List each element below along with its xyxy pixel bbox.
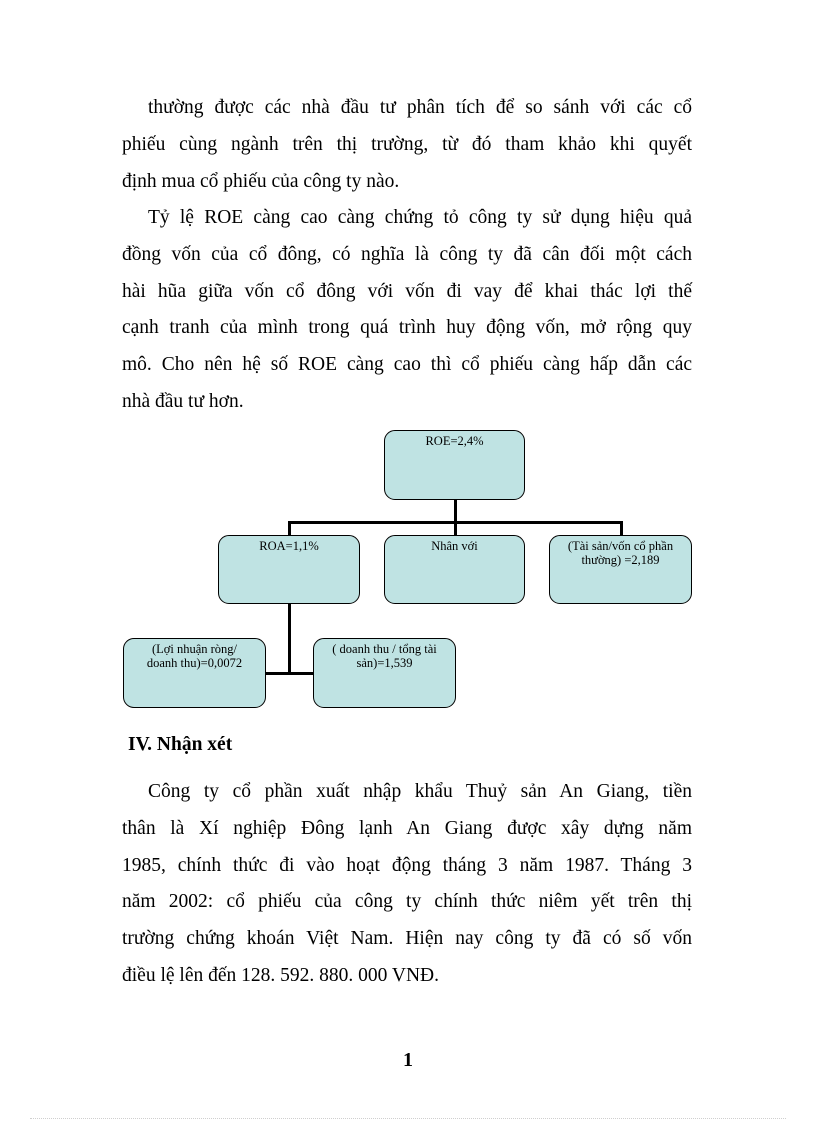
- connector-roa-down: [288, 603, 291, 675]
- profit-margin-label-line2: doanh thu)=0,0072: [146, 656, 243, 670]
- roa-label: ROA=1,1%: [259, 539, 319, 553]
- connector-bottom-bar: [265, 672, 315, 675]
- leverage-box: [549, 535, 692, 604]
- paragraph-line: phiếu cùng ngành trên thị trường, từ đó tham khảo khi quyết: [122, 133, 692, 155]
- connector-root-down: [454, 499, 457, 523]
- paragraph-company-history: [122, 774, 692, 995]
- paragraph-line: cạnh tranh của mình trong quá trình huy động vốn, mở rộng quy: [122, 317, 692, 339]
- paragraph-roe: [122, 200, 692, 421]
- multiply-box: [384, 535, 525, 604]
- profit-margin-box: [123, 638, 266, 708]
- leverage-label-line1: (Tài sản/vốn cổ phần: [567, 539, 674, 553]
- multiply-label: Nhân với: [431, 539, 478, 553]
- paragraph-line: nhà đầu tư hơn.: [122, 390, 244, 412]
- paragraph-line: Tỷ lệ ROE càng cao càng chứng tỏ công ty sử dụng hiệu quả: [148, 207, 692, 228]
- roa-box: [218, 535, 360, 604]
- paragraph-valuation: [122, 90, 692, 200]
- paragraph-line: điều lệ lên đến 128. 592. 880. 000 VNĐ.: [122, 964, 440, 986]
- paragraph-line: Công ty cổ phần xuất nhập khẩu Thuỷ sản An Giang, tiền: [148, 781, 692, 802]
- paragraph-line: trường chứng khoán Việt Nam. Hiện nay công ty đã có số vốn: [122, 928, 692, 950]
- paragraph-line: đồng vốn của cổ đông, có nghĩa là công ty đã cân đối một cách: [122, 243, 692, 265]
- paragraph-line: hài hũa giữa vốn cổ đông với vốn đi vay để khai thác lợi thế: [122, 280, 692, 302]
- asset-turnover-label-line2: sản)=1,539: [356, 656, 413, 670]
- paragraph-line: thân là Xí nghiệp Đông lạnh An Giang được xây dựng năm: [122, 817, 692, 839]
- roe-box: [384, 430, 525, 500]
- connector-to-leverage: [620, 521, 623, 536]
- asset-turnover-label-line1: ( doanh thu / tổng tài: [332, 642, 437, 656]
- connector-to-multiply: [454, 521, 457, 536]
- page-bottom-divider: [30, 1118, 786, 1119]
- paragraph-line: năm 2002: cổ phiếu của công ty chính thức niêm yết trên thị: [122, 891, 692, 913]
- section-heading: IV. Nhận xét: [128, 734, 233, 755]
- paragraph-line: thường được các nhà đầu tư phân tích để so sánh với các cổ: [148, 97, 692, 118]
- page-number: 1: [403, 1049, 413, 1071]
- asset-turnover-box: [313, 638, 456, 708]
- connector-to-roa: [288, 521, 291, 536]
- profit-margin-label-line1: (Lợi nhuận ròng/: [151, 642, 238, 656]
- paragraph-line: mô. Cho nên hệ số ROE càng cao thì cổ phiếu càng hấp dẫn các: [122, 354, 692, 376]
- paragraph-line: định mua cổ phiếu của công ty nào.: [122, 170, 400, 192]
- paragraph-line: 1985, chính thức đi vào hoạt động tháng 3 năm 1987. Tháng 3: [122, 854, 692, 876]
- leverage-label-line2: thường) =2,189: [581, 553, 660, 567]
- roe-label: ROE=2,4%: [425, 434, 484, 448]
